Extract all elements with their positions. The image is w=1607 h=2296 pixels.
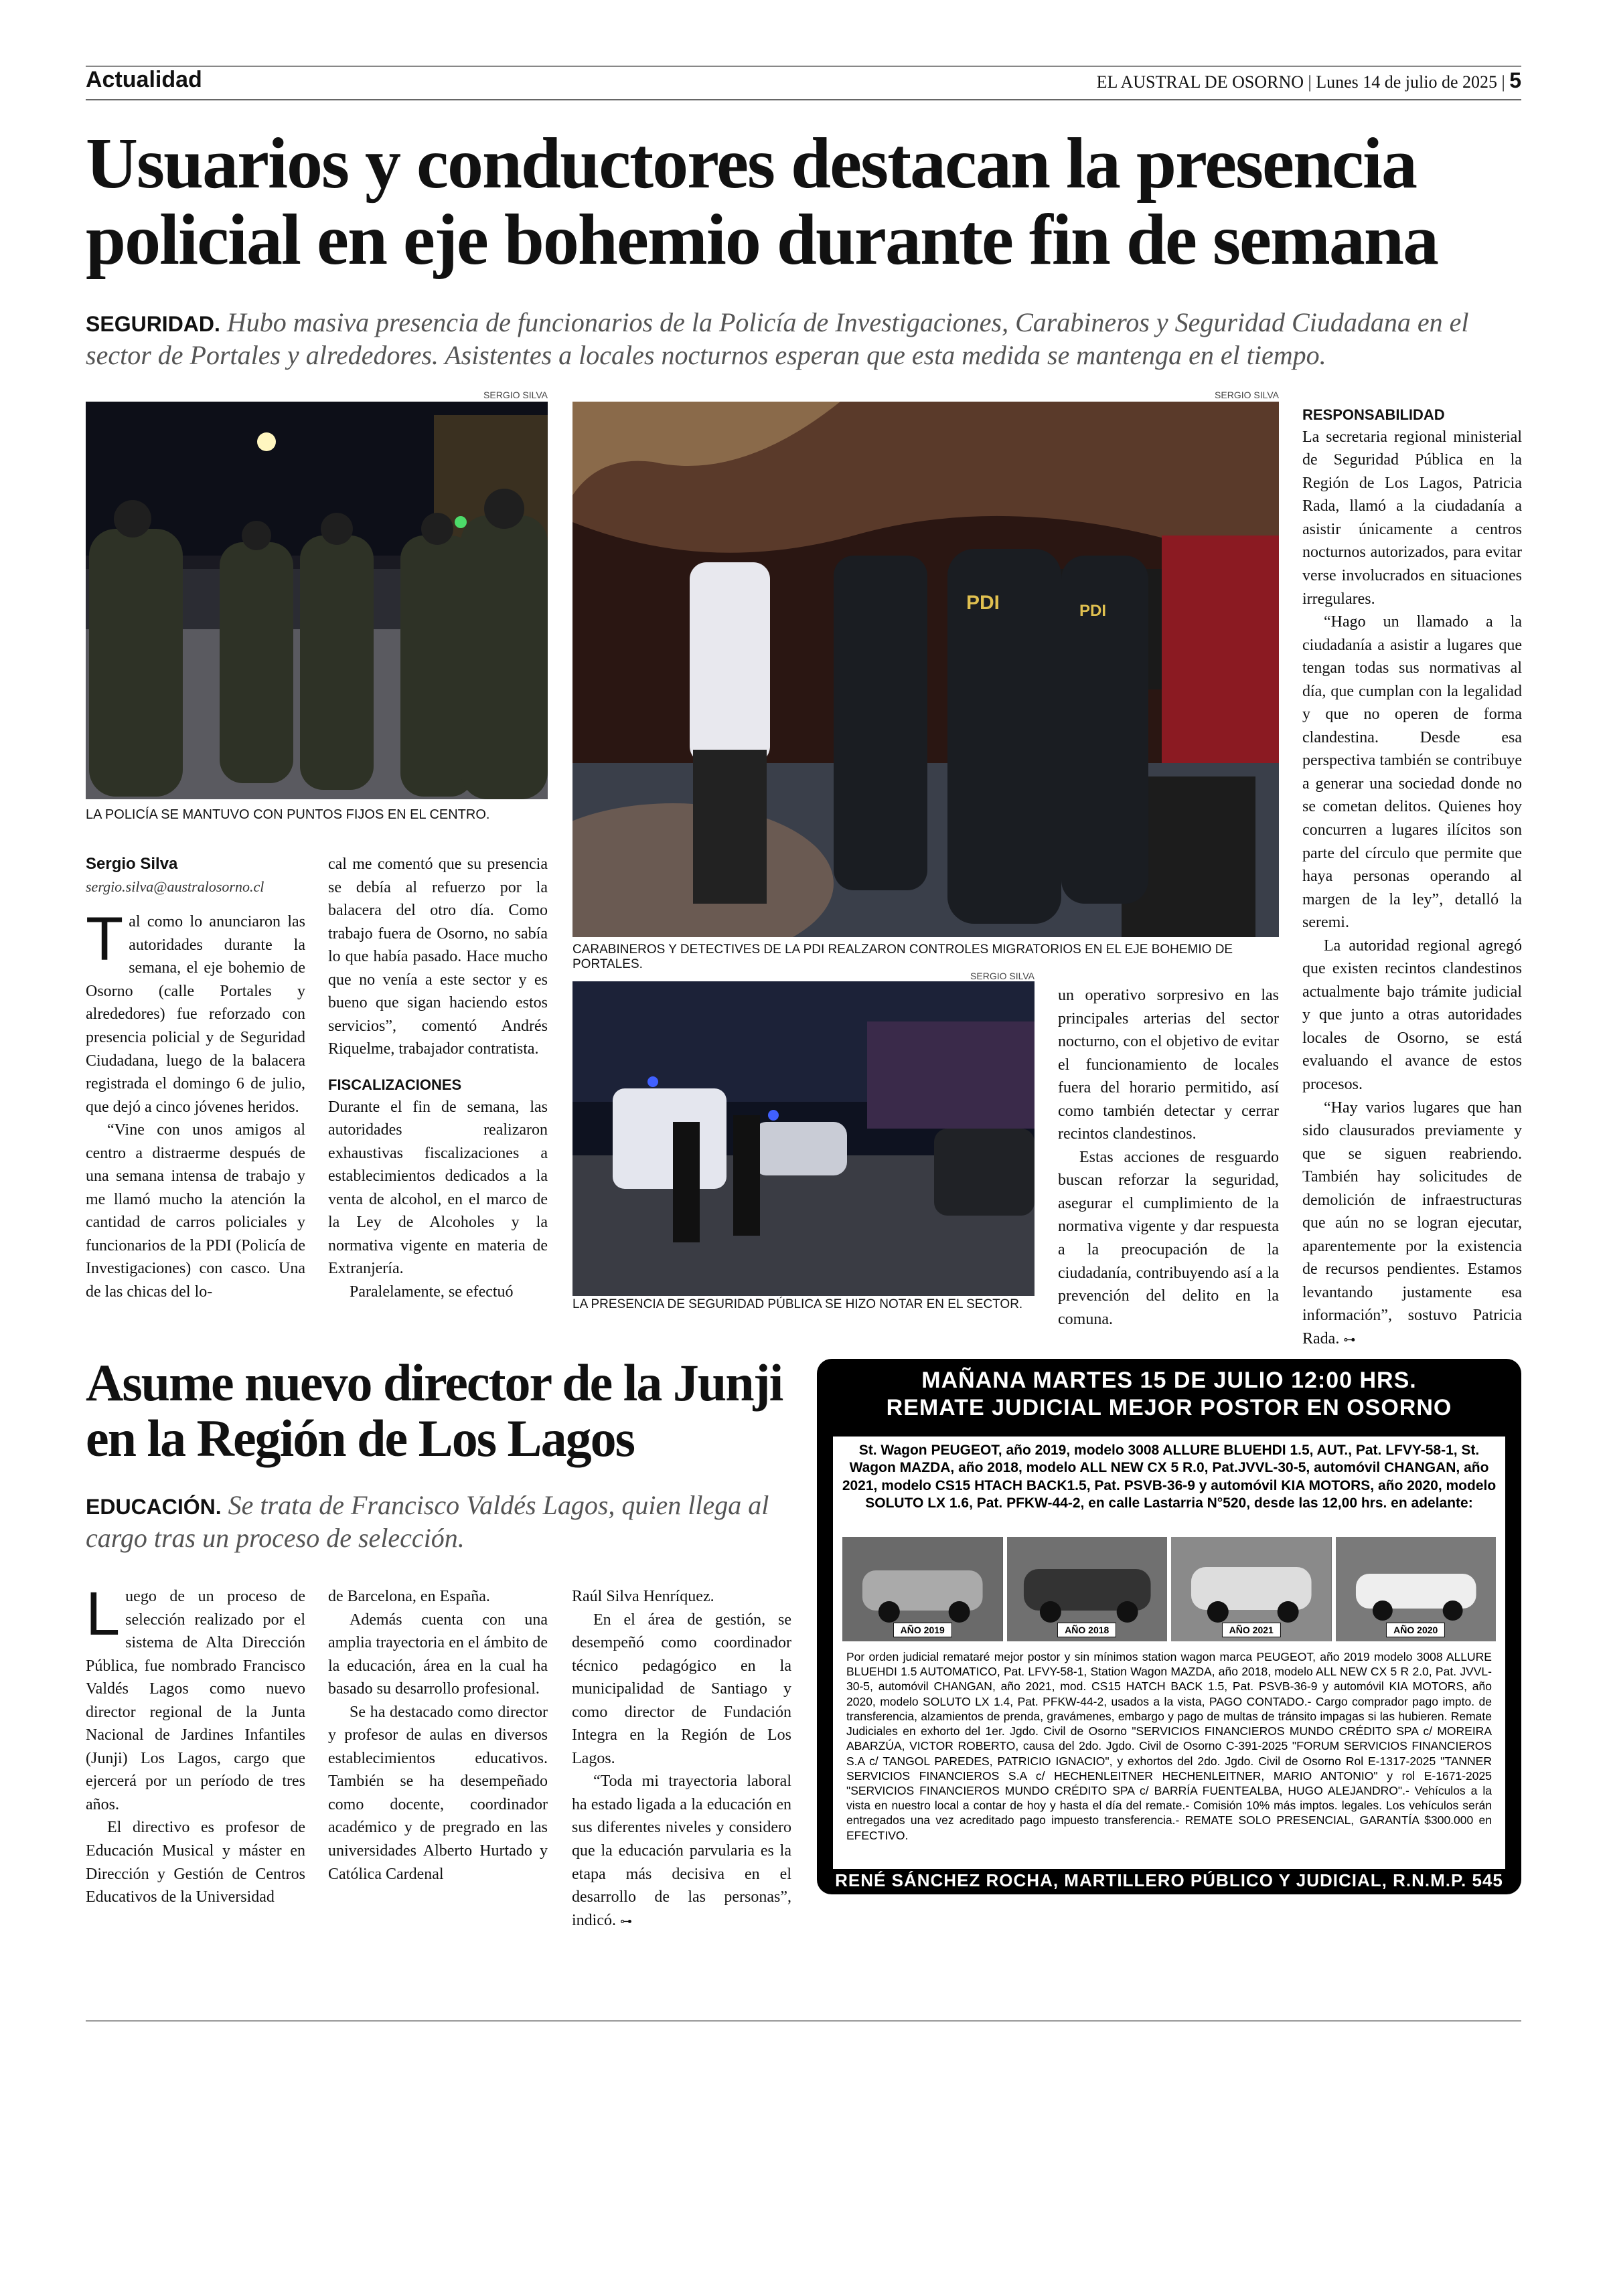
article1-deck [86,307,1532,372]
article1-paragraph: Paralelamente, se efectuó [350,1283,514,1301]
dropcap: L [86,1580,121,1648]
dropcap: T [86,905,124,974]
article1-paragraph [86,905,305,1119]
article2-lead-text: uego de un proceso de selección realizado por el sistema de Alta Dirección Pública, fue nombrado Francisco Valdés Lagos como nuevo director regional de la Junta Nacional de Jardines Infantiles (Junji) Los Lagos, cargo que ejercerá por un período de tres años. [86,1588,305,1813]
byline: Sergio Silva [86,855,178,873]
page-number: 5 [1509,68,1521,92]
paper-dateline [1097,68,1521,93]
photo1-caption: LA POLICÍA SE MANTUVO CON PUNTOS FIJOS EN EL CENTRO. [86,807,490,822]
article2-closing-text: “Toda mi trayectoria laboral ha estado ligada a la educación en sus diferentes niveles y considero que la educación parvularia es la etapa más decisiva en el desarrollo de las personas”, indicó. [572,1773,791,1929]
photo2-credit: SERGIO SILVA [1215,390,1279,400]
photo1-credit: SERGIO SILVA [483,390,548,400]
header-bottom-rule [86,99,1521,100]
photo3-credit: SERGIO SILVA [970,971,1035,981]
article2-paragraph: de Barcelona, en España. [328,1588,490,1605]
article2-deck [86,1489,802,1555]
ad-title-auction: REMATE JUDICIAL MEJOR POSTOR EN OSORNO [886,1394,1452,1420]
article2-column-3 [572,1585,791,1932]
article1-headline: Usuarios y conductores destacan la presencia policial en eje bohemio durante fin de semana [86,124,1438,280]
dateline-text: EL AUSTRAL DE OSORNO | Lunes 14 de julio de 2025 | [1096,72,1505,92]
photo3-caption: LA PRESENCIA DE SEGURIDAD PÚBLICA SE HIZO NOTAR EN EL SECTOR. [572,1297,1023,1311]
article1-lead-text: al como lo anunciaron las autoridades durante la semana, el eje bohemio de Osorno (calle Portales y alrededores) fue reforzado con presencia policial y de Seguridad Ciudadana, luego de la balacera registrada el domingo 6 de julio, que dejó a cinco jóvenes heridos. [86,913,305,1116]
article1-paragraph: cal me comentó que su presencia se debía al refuerzo por la balacera del otro día. Como trabajo fuera de Osorno, no sabía lo que había pasado. Hace mucho que no venía a este sector y es bueno que sigan haciendo estos servicios”, comentó Andrés Riquelme, trabajador contratista. [328,855,548,1058]
article1-paragraph: un operativo sorpresivo en las principales arterias del sector nocturno, con el objetivo de evitar el funcionamiento de locales fuera del horario permitido, así como también detectar y cerrar recintos clandestinos. [1058,987,1279,1143]
ad-address: LASTARRIA N°520, FONOS: 642234715 - 944268728, OSORNO [962,1894,1376,1910]
article2-paragraph: Raúl Silva Henríquez. [572,1588,714,1605]
ad-auctioneer: RENÉ SÁNCHEZ ROCHA, MARTILLERO PÚBLICO Y JUDICIAL, R.N.M.P. 545 [835,1870,1503,1890]
header-top-rule [86,66,1521,67]
car-photo-mazda [1007,1537,1168,1641]
car-photo-peugeot [842,1537,1003,1641]
article1-closing-text: “Hay varios lugares que han sido clausurados previamente y que se siguen reabriendo. También hay solicitudes de demolición de infraestructuras que aún no se logran ejecutar, aparentemente por la existencia de recursos pendientes. Estamos levantando justamente esa información”, sostuvo Patricia Rada. [1302,1098,1522,1347]
article1-paragraph: “Hago un llamado a la ciudadanía a asistir a lugares que tengan todas sus normativas al día, que cumplan con la legalidad y que no operen de forma clandestina. Desde esa perspectiva también se contribuye a generar una sociedad donde no se cometan delitos. Quienes hoy concurren a lugares ilícitos son parte del círculo que permite que haya personas operando al margen de la ley”, detalló la seremi. [1302,613,1522,932]
subhead-responsabilidad: RESPONSABILIDAD [1302,406,1445,423]
svg-text:PDI: PDI [966,592,1000,614]
article1-paragraph: “Vine con unos amigos al centro a distraerme después de una semana intensa de trabajo y me llamó mucho la atención la cantidad de carros policiales y funcionarios de la PDI (Policía de Investigaciones) con casco. Una de las chicas del lo- [86,1121,305,1301]
article2-paragraph: En el área de gestión, se desempeñó como coordinador técnico pedagógico en la municipalidad de Santiago y como director de Fundación Integra en la Región de Los Lagos. [572,1611,791,1767]
article2-paragraph: Además cuenta con una amplia trayectoria en el ámbito de la educación, área en la cual ha basado su desarrollo profesional. [328,1611,548,1698]
car-year-label: AÑO 2021 [1222,1623,1281,1637]
article2-kicker: EDUCACIÓN. [86,1495,222,1519]
article1-paragraph: Estas acciones de resguardo buscan reforzar la seguridad, asegurar el cumplimiento de la normativa vigente y dar respuesta a la preocupación de la ciudadanía, contribuyendo así a la prevención del delito en la comuna. [1058,1148,1279,1328]
ad-vehicle-list: St. Wagon PEUGEOT, año 2019, modelo 3008 ALLURE BLUEHDI 1.5, AUT., Pat. LFVY-58-1, St. Wagon MAZDA, año 2018, modelo ALL NEW CX 5 R.0, Pat.JVVL-30-5, automóvil CHANGAN, año 2021, modelo CS15 HTACH BACK1.5, Pat. PSVB-36-9 y automóvil KIA MOTORS, año 2020, modelo SOLUTO LX 1.6, Pat. PFKW-44-2, en calle Lastarria N°520, desde las 12,00 hrs. en adelante: [842,1443,1497,1511]
article2-paragraph [86,1580,305,1816]
ad-car-photos [842,1537,1496,1641]
article1-deck-text: Hubo masiva presencia de funcionarios de la Policía de Investigaciones, Carabineros y Seguridad Ciudadana en el sector de Portales y alrededores. Asistentes a locales nocturnos esperan que esta medida se mantenga en el tiempo. [86,307,1469,370]
ad-panel [833,1437,1505,1869]
article1-paragraph: Durante el fin de semana, las autoridades realizaron exhaustivas fiscalizaciones a establecimientos dedicados a la venta de alcohol, en el marco de la Ley de Alcoholes y la normativa vigente en materia de Extranjería. [328,1098,548,1278]
byline-email: sergio.silva@australosorno.cl [86,878,264,895]
article1-kicker: SEGURIDAD. [86,312,220,336]
ad-header [817,1367,1521,1422]
ad-title-date: MAÑANA MARTES 15 DE JULIO 12:00 HRS. [921,1368,1417,1393]
photo-police-street [86,402,548,799]
subhead-fiscalizaciones: FISCALIZACIONES [328,1076,462,1093]
section-label: Actualidad [86,67,202,92]
article1-column-4 [1302,404,1522,1351]
article2-headline: Asume nuevo director de la Junji en la Región de Los Lagos [86,1354,783,1467]
auction-advertisement [817,1359,1521,1910]
end-mark-icon: ⊶ [1343,1333,1356,1347]
article1-paragraph: La secretaria regional ministerial de Seguridad Pública en la Región de Los Lagos, Patricia Rada, llamó a la ciudadanía a asistir únicamente a centros nocturnos autorizados, para evitar verse involucrados en situaciones irregulares. [1302,428,1522,608]
article2-deck-text: Se trata de Francisco Valdés Lagos, quien llega al cargo tras un proceso de selección. [86,1490,769,1553]
car-year-label: AÑO 2020 [1386,1623,1445,1637]
article1-paragraph [1302,1096,1522,1351]
photo-street-night [572,981,1035,1296]
article2-paragraph: Se ha destacado como director y profesor de aulas en diversos establecimientos educativos. También se ha desempeñado como docente, coordinador académico y de pregrado en las universidades Alberto Hurtado y Católica Cardenal [328,1703,548,1883]
svg-text:PDI: PDI [1079,602,1107,620]
article2-paragraph: El directivo es profesor de Educación Musical y máster en Dirección y Gestión de Centros Educativos de la Universidad [86,1819,305,1906]
car-photo-changan [1171,1537,1332,1641]
article2-paragraph [572,1770,791,1932]
photo-pdi-bar [572,402,1279,937]
car-year-label: AÑO 2018 [1057,1623,1116,1637]
ad-terms-text: Por orden judicial remataré mejor postor y sin mínimos station wagon marca PEUGEOT, año 2019 modelo 3008 ALLURE BLUEHDI 1.5 AUTOMATICO, Pat. LFVY-58-1, Station Wagon MAZDA, año 2018, modelo ALL NEW CX 5 R 2.0, Pat. JVVL-30-5, automóvil CHANGAN, año 2021, mod. CS15 HATCH BACK 1.5, Pat. PSVB-36-9 y automóvil KIA MOTORS, año 2020, modelo SOLUTO LX 1.4, Pat. PFKW-44-2, usados a la vista, PAGO CONTADO.- Cargo comprador pago impto. de transferencia, alzamientos de prenda, gravámenes, embargo y pago de multas de tránsito impagas si las hubieren. Remate Judiciales en exhorto del 1er. Jgdo. Civil de Osorno "SERVICIOS FINANCIEROS MUNDO CRÉDITO SPA c/ MOREIRA ABARZÚA, VICTOR ROBERTO, causa del 2do. Jgdo. Civil de Osorno C-391-2025 "FORUM SERVICIOS FINANCIEROS S.A c/ TANGOL PAREDES, PATRICIO IGNACIO", y exhortos del 2do. Jgdo. Civil de Osorno Rol E-1317-2025 "TANNER SERVICIOS FINANCIEROS S.A c/ HECHENLEITNER HECHENLEITNER, MARIO ANTONIO" y rol E-1671-2025 "SERVICIOS FINANCIEROS MUNDO CRÉDITO SPA c/ BARRÍA FUENTEALBA, HUGO ALEJANDRO".- Vehículos a la vista en nuestro local a contar de hoy y hasta el día del remate.- Comisión 10% más imptos. legales. Los vehículos serán entregados una vez acreditado pago impuesto transferencia.- REMATE SOLO PRESENCIAL, GARANTÍA $300.000 en EFECTIVO. [846,1650,1492,1842]
article1-column-3 [1058,984,1279,1331]
car-photo-kia [1336,1537,1497,1641]
article1-paragraph: La autoridad regional agregó que existen recintos clandestinos actualmente bajo trámite judicial y que junto a otras autoridades locales de Osorno, se está evaluando el avance de estos procesos. [1302,936,1522,1093]
article1-column-1 [86,853,305,1304]
article2-column-2 [328,1585,548,1886]
article2-column-1 [86,1580,305,1909]
article1-column-2 [328,853,548,1304]
end-mark-icon: ⊶ [620,1914,632,1929]
photo2-caption: CARABINEROS Y DETECTIVES DE LA PDI REALZARON CONTROLES MIGRATORIOS EN EL EJE BOHEMIO DE PORTALES. [572,942,1233,971]
bottom-rule [86,2020,1521,2022]
car-year-label: AÑO 2019 [893,1623,952,1637]
